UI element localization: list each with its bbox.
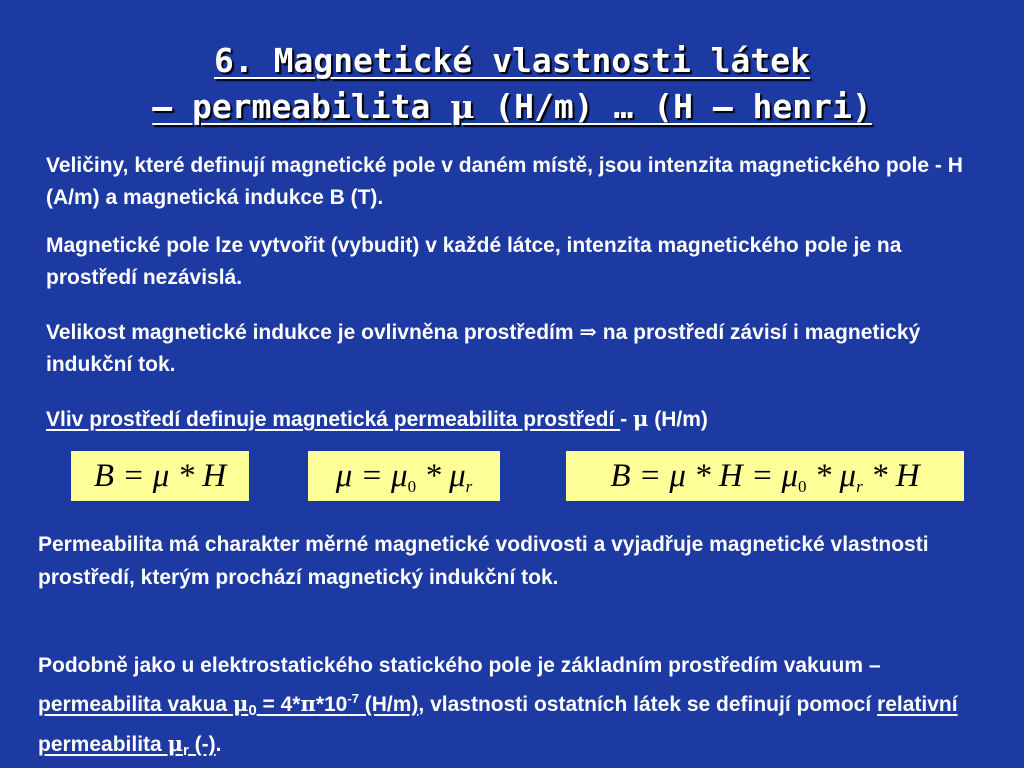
- p6-eq: = 4*: [256, 693, 301, 716]
- f3-subr: r: [856, 477, 863, 496]
- f3-sub0: 0: [798, 477, 807, 496]
- p6-sub0: 0: [248, 702, 257, 719]
- title-line-1: 6. Magnetické vlastnosti látek: [213, 41, 811, 80]
- p4-unit: (H/m): [648, 408, 708, 431]
- f2-mid: * μ: [416, 458, 466, 494]
- paragraph-induction: [46, 316, 996, 381]
- f2-sub0: 0: [407, 477, 417, 496]
- p3-post: na prostředí závisí i magnetický indukční tok.: [46, 321, 921, 376]
- title-line-2-pre: – permeabilita: [152, 87, 451, 126]
- pi-symbol: π: [300, 691, 316, 716]
- p6-subr: r: [182, 742, 189, 759]
- f2-main: μ = μ: [335, 458, 408, 494]
- p4-dash: -: [620, 408, 633, 431]
- title-line-2: [152, 87, 872, 126]
- p6-times: *10: [315, 693, 348, 716]
- formula-b-full: [566, 451, 964, 501]
- formula-mu-relative: [308, 451, 500, 501]
- vacuum-permeability-link[interactable]: [38, 691, 419, 719]
- p6-a: Podobně jako u elektrostatického statického pole je základním prostředím vakuum –: [38, 654, 881, 677]
- mu-symbol: μ: [167, 731, 183, 756]
- mu-symbol: μ: [232, 691, 249, 716]
- mu-symbol: μ: [450, 87, 475, 126]
- implies-arrow: ⇒: [579, 319, 597, 344]
- f3-mid: * μ: [806, 458, 857, 494]
- formula-b-mu-h: B = μ * H: [71, 451, 249, 501]
- f3-main: B = μ * H = μ: [610, 458, 799, 494]
- paragraph-field-creation: Magnetické pole lze vytvořit (vybudit) v každé látce, intenzita magnetického pole je na prostředí nezávislá.: [46, 234, 902, 289]
- slide-title: [0, 38, 1024, 130]
- p6-b: , vlastnosti ostatních látek se definují pomocí: [418, 693, 878, 716]
- paragraph-vacuum: [38, 649, 998, 767]
- p6-unit: (H/m): [358, 693, 419, 716]
- paragraph-quantities: Veličiny, které definují magnetické pole v daném místě, jsou intenzita magnetického pole - H (A/m) a magnetická indukce B (T).: [46, 154, 963, 209]
- permeability-definition-link[interactable]: Vliv prostředí definuje magnetická permeabilita prostředí: [46, 408, 621, 431]
- mu-symbol: μ: [633, 406, 649, 431]
- paragraph-permeability-character: Permeabilita má charakter měrné magnetické vodivosti a vyjadřuje magnetické vlastnosti prostředí, kterým prochází magnetický indukční tok.: [38, 533, 929, 589]
- p6-link2-post: (-): [188, 733, 216, 756]
- f3-end: * H: [862, 458, 920, 494]
- paragraph-permeability-definition: [46, 403, 996, 436]
- p6-link2-pre: relativní permeabilita: [38, 693, 958, 756]
- p6-link1-pre: permeabilita vakua: [38, 693, 233, 716]
- f2-subr: r: [465, 477, 473, 496]
- p3-pre: Velikost magnetické indukce je ovlivněna prostředím: [46, 321, 580, 344]
- p6-exp: -7: [347, 691, 359, 706]
- title-line-2-post: (H/m) … (H – henri): [474, 87, 872, 126]
- p6-end: .: [215, 733, 222, 756]
